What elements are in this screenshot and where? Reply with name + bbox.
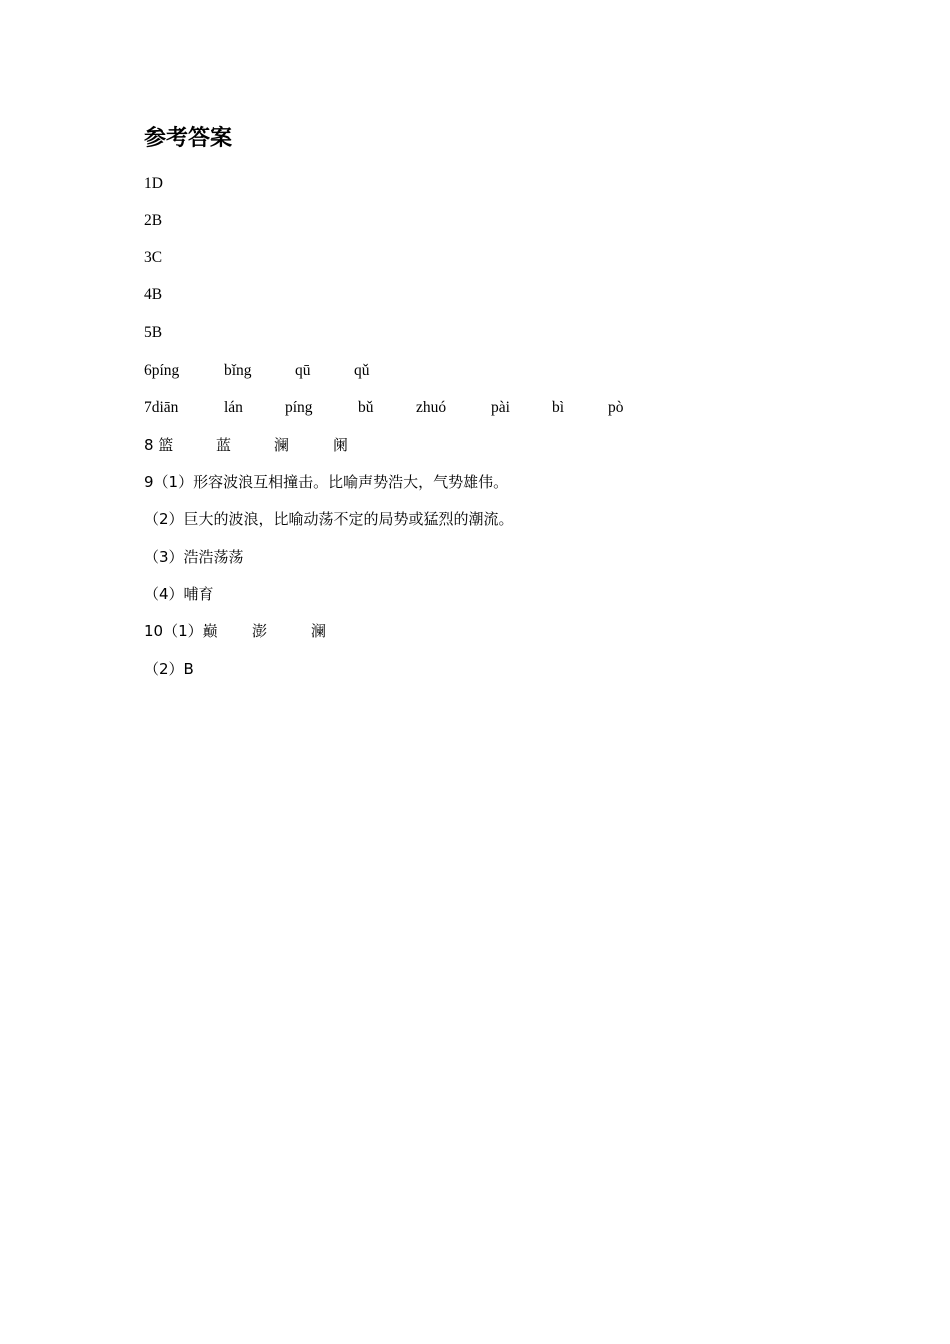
answer-7-item: 7diān — [144, 399, 179, 416]
answer-9-part-1: 9（1）形容波浪互相撞击。比喻声势浩大，气势雄伟。 — [144, 473, 509, 491]
answer-7-item: zhuó — [416, 399, 447, 416]
answer-5: 5B — [144, 324, 163, 341]
answer-6-item: qǔ — [354, 362, 370, 379]
answer-8-item: 阑 — [333, 436, 349, 454]
answer-7-item: pài — [491, 399, 510, 416]
answer-1: 1D — [144, 175, 163, 192]
answer-10-part-2: （2）B — [144, 660, 194, 678]
answer-7-item: bì — [552, 399, 565, 416]
answer-7-item: bǔ — [358, 399, 374, 416]
answer-2: 2B — [144, 212, 163, 229]
answer-6-item: bǐng — [224, 362, 252, 379]
page-title: 参考答案 — [144, 126, 233, 151]
answer-8-item: 澜 — [274, 436, 290, 454]
answer-9-part-2: （2）巨大的波浪，比喻动荡不定的局势或猛烈的潮流。 — [144, 510, 514, 528]
answer-8 — [144, 434, 404, 456]
answer-7 — [144, 397, 664, 419]
answer-8-item: 蓝 — [216, 436, 232, 454]
answer-3: 3C — [144, 249, 163, 266]
answer-10-item: 10（1）巅 — [144, 622, 218, 640]
answer-7-item: lán — [224, 399, 243, 416]
answer-7-item: pò — [608, 399, 624, 416]
answer-10-item: 澜 — [311, 622, 327, 640]
answer-6-item: 6píng — [144, 362, 180, 379]
answer-4: 4B — [144, 286, 163, 303]
answer-7-item: píng — [285, 399, 313, 416]
answer-10-item: 澎 — [252, 622, 268, 640]
answer-10-part-1 — [144, 620, 384, 642]
answer-6-item: qū — [295, 362, 311, 379]
answer-8-item: 8 篮 — [144, 436, 174, 454]
answer-9-part-3: （3）浩浩荡荡 — [144, 548, 244, 566]
answer-6 — [144, 360, 544, 382]
answer-9-part-4: （4）哺育 — [144, 585, 214, 603]
